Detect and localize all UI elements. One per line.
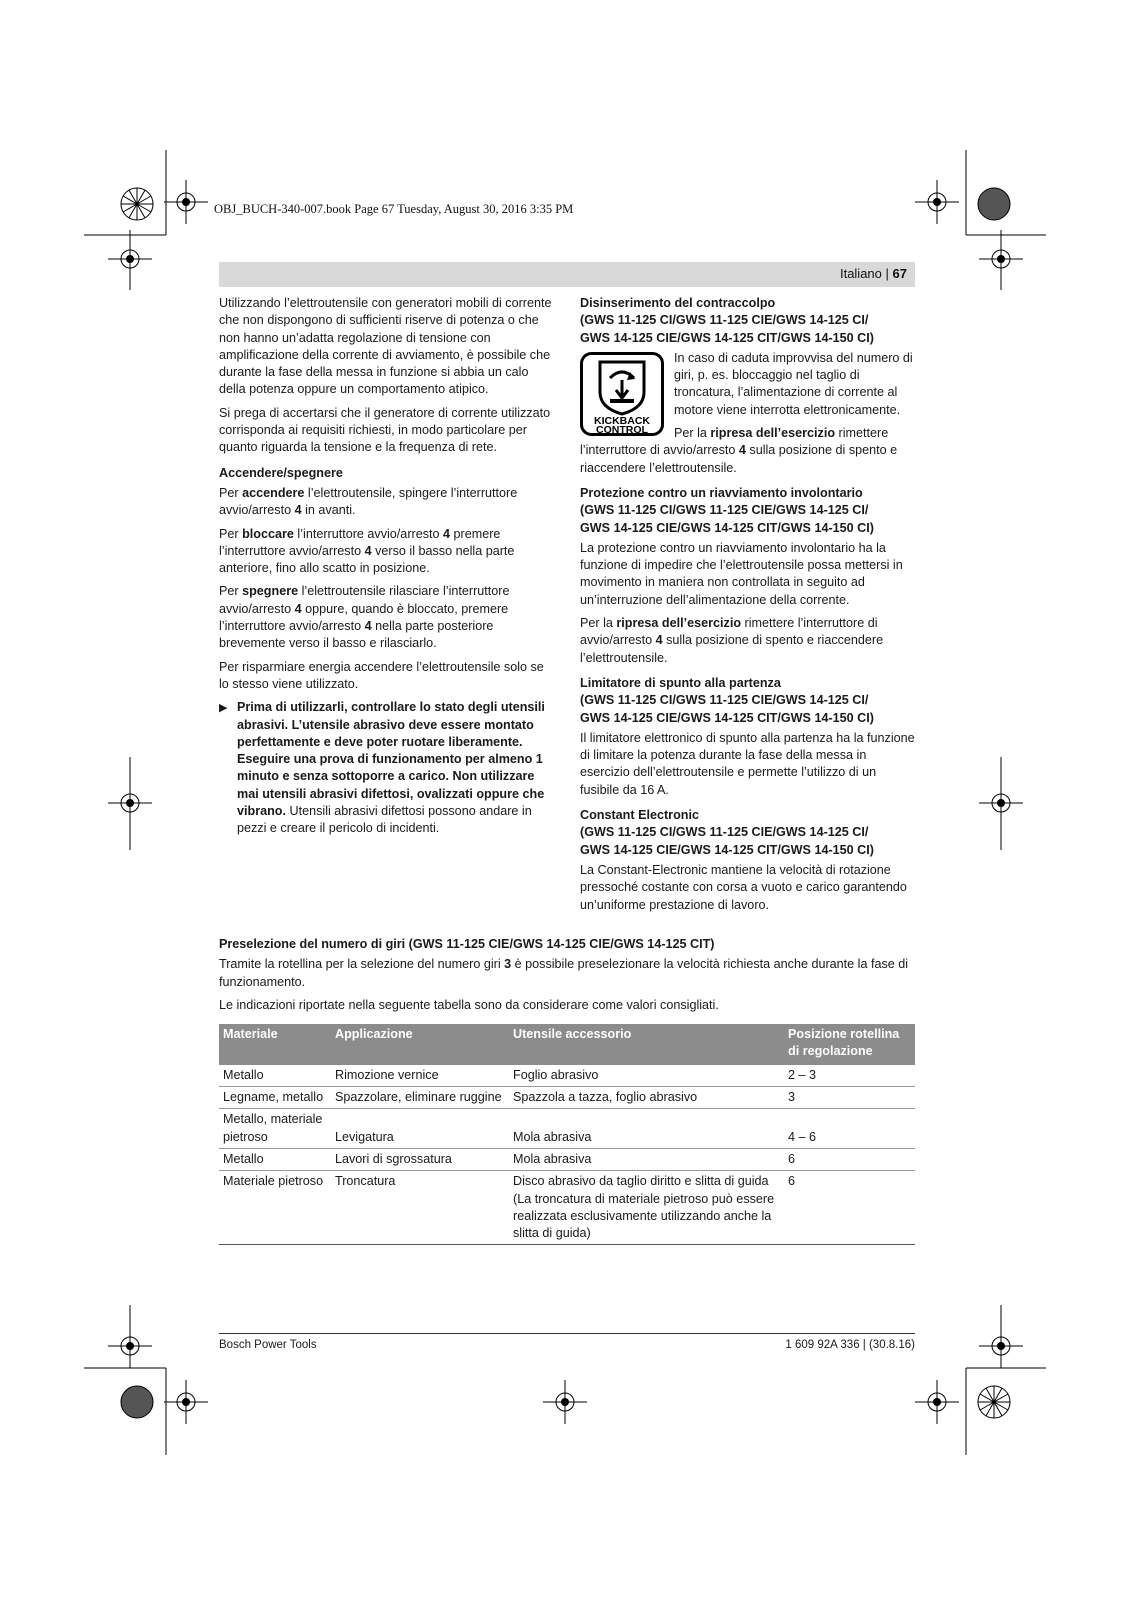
table-cell: Spazzolare, eliminare ruggine	[331, 1087, 509, 1109]
print-slug: OBJ_BUCH-340-007.book Page 67 Tuesday, August 30, 2016 3:35 PM	[214, 202, 574, 216]
table-cell: Metallo	[219, 1065, 331, 1087]
table-row	[219, 1087, 915, 1109]
warning-arrow-icon: ▶	[219, 702, 228, 715]
table-cell: Metallo	[219, 1148, 331, 1170]
intro-paragraph-1: Utilizzando l’elettroutensile con generatori mobili di corrente che non dispongono di sufficienti riserve di potenza o che non hanno un’adatta regolazione di tensione con amplificazione della corrente di avviamento, è possibile che durante la fase della messa in funzione si abbia un calo della potenza oppure un comportamento atipico.	[219, 296, 552, 397]
speed-preselection-section	[219, 936, 915, 1245]
constant-electronic-title: Constant Electronic (GWS 11-125 CI/GWS 11-125 CIE/GWS 14-125 CI/ GWS 14-125 CIE/GWS 14-125 CIT/GWS 14-150 CI)	[580, 808, 874, 857]
table-header-cell: Utensile accessorio	[509, 1024, 784, 1065]
right-column	[580, 295, 915, 920]
warning-text: Prima di utilizzarli, controllare lo stato degli utensili abrasivi. L’utensile abrasivo deve essere montato perfettamente e deve poter ruotare liberamente. Eseguire una prova di funzionamento per almeno 1 minuto e senza sottoporre a carico. Non utilizzare mai utensili abrasivi difettosi, ovalizzati oppure che vibrano. Utensili abrasivi difettosi possono andare in pezzi e creare il pericolo di incidenti.	[237, 700, 545, 836]
restart-title: Protezione contro un riavviamento involontario (GWS 11-125 CI/GWS 11-125 CIE/GWS 14-125 CI/ GWS 14-125 CIE/GWS 14-125 CIT/GWS 14-150 CI)	[580, 485, 874, 535]
table-cell: Materiale pietroso	[219, 1171, 331, 1245]
header-text	[840, 266, 907, 281]
speed-paragraph-1: Tramite la rotellina per la selezione del numero giri 3 è possibile preselezionare la velocità richiesta anche durante la fase di funzionamento.	[219, 957, 909, 989]
page-number: 67	[892, 266, 907, 281]
table-row	[219, 1148, 915, 1170]
table-cell: Spazzola a tazza, foglio abrasivo	[509, 1087, 784, 1109]
lock-paragraph: Per bloccare l’interruttore avvio/arresto 4 premere l’interruttore avvio/arresto 4 verso il basso nella parte anteriore, fino allo scatto in posizione.	[219, 526, 515, 576]
kickback-icon-line1: KICKBACK	[594, 414, 650, 427]
kickback-block	[580, 350, 915, 477]
kickback-icon-line2: CONTROL	[596, 423, 648, 436]
table-cell: Rimozione vernice	[331, 1065, 509, 1087]
header-language: Italiano	[839, 266, 882, 281]
kickback-paragraph-2: Per la ripresa dell’esercizio rimettere l’interruttore di avvio/arresto 4 sulla posizione di spento e riaccendere l’elettroutensile.	[580, 426, 898, 475]
table-cell: Mola abrasiva	[509, 1109, 784, 1149]
intro-paragraph-2: Si prega di accertarsi che il generatore di corrente utilizzato corrisponda ai requisiti richiesti, in modo particolare per quanto riguarda la tensione e la frequenza di rete.	[219, 405, 551, 455]
table-cell: 6	[784, 1171, 915, 1245]
constant-electronic-paragraph: La Constant-Electronic mantiene la velocità di rotazione pressoché costante con corsa a vuoto e carico garantendo un’uniforme prestazione di lavoro.	[580, 862, 907, 912]
kickback-title: Disinserimento del contraccolpo (GWS 11-125 CI/GWS 11-125 CIE/GWS 14-125 CI/ GWS 14-125 CIE/GWS 14-125 CIT/GWS 14-150 CI)	[580, 296, 874, 345]
energy-paragraph: Per risparmiare energia accendere l’elettroutensile solo se lo stesso viene utilizzato.	[219, 659, 544, 691]
table-row	[219, 1171, 915, 1245]
table-row	[219, 1109, 915, 1149]
table-cell: 2 – 3	[784, 1065, 915, 1087]
page-header	[219, 262, 915, 287]
table-row	[219, 1065, 915, 1087]
table-header-cell: Posizione rotellina di regolazione	[784, 1024, 915, 1065]
footer-brand: Bosch Power Tools	[219, 1339, 317, 1351]
table-header-row	[219, 1024, 915, 1065]
table-cell: 3	[784, 1087, 915, 1109]
switch-off-paragraph: Per spegnere l’elettroutensile rilasciare l’interruttore avvio/arresto 4 oppure, quando è bloccato, premere l’interruttore avvio/arresto 4 nella parte posteriore brevemente verso il basso e rilasciarlo.	[219, 584, 510, 651]
table-cell: 6	[784, 1148, 915, 1170]
table-cell: Legname, metallo	[219, 1087, 331, 1109]
restart-paragraph-1: La protezione contro un riavviamento involontario ha la funzione di impedire che l’elettroutensile possa mettersi in movimento in maniera non controllata in seguito ad un’interruzione dell’alimentazione della corrente.	[580, 540, 903, 607]
table-cell: Lavori di sgrossatura	[331, 1148, 509, 1170]
left-column	[219, 295, 554, 838]
table-cell: Foglio abrasivo	[509, 1065, 784, 1087]
header-separator: |	[885, 266, 889, 281]
warning-block	[219, 699, 554, 837]
table-cell: Metallo, materiale pietroso	[219, 1109, 331, 1149]
kickback-control-icon	[580, 352, 664, 436]
speed-table	[219, 1024, 915, 1245]
restart-paragraph-2: Per la ripresa dell’esercizio rimettere l’interruttore di avvio/arresto 4 sulla posizione di spento e riaccendere l’elettroutensile.	[580, 616, 884, 665]
table-cell: Disco abrasivo da taglio diritto e slitta di guida (La troncatura di materiale pietroso può essere realizzata esclusivamente utilizzando anche la slitta di guida)	[509, 1171, 784, 1245]
table-cell: Levigatura	[331, 1109, 509, 1149]
table-header-cell: Applicazione	[331, 1024, 509, 1065]
limiter-paragraph: Il limitatore elettronico di spunto alla partenza ha la funzione di limitare la potenza durante la fase della messa in esercizio dell’elettroutensile e permette l’utilizzo di un fusibile da 16 A.	[580, 730, 915, 797]
footer-divider	[219, 1333, 915, 1334]
table-cell: 4 – 6	[784, 1109, 915, 1149]
speed-title: Preselezione del numero di giri (GWS 11-125 CIE/GWS 14-125 CIE/GWS 14-125 CIT)	[219, 937, 715, 951]
table-cell: Mola abrasiva	[509, 1148, 784, 1170]
table-header-cell: Materiale	[219, 1024, 331, 1065]
table-cell: Troncatura	[331, 1171, 509, 1245]
section-title-on-off: Accendere/spegnere	[219, 465, 343, 480]
switch-on-paragraph: Per accendere l’elettroutensile, spingere l’interruttore avvio/arresto 4 in avanti.	[219, 485, 518, 518]
footer-doc-number: 1 609 92A 336 | (30.8.16)	[785, 1339, 915, 1351]
kickback-paragraph-1: In caso di caduta improvvisa del numero di giri, p. es. bloccaggio nel taglio di troncatura, l’alimentazione di corrente al motore viene interrotta elettronicamente.	[674, 350, 913, 417]
limiter-title: Limitatore di spunto alla partenza (GWS 11-125 CI/GWS 11-125 CIE/GWS 14-125 CI/ GWS 14-125 CIE/GWS 14-125 CIT/GWS 14-150 CI)	[580, 675, 874, 725]
speed-paragraph-2: Le indicazioni riportate nella seguente tabella sono da considerare come valori consigliati.	[219, 997, 719, 1012]
